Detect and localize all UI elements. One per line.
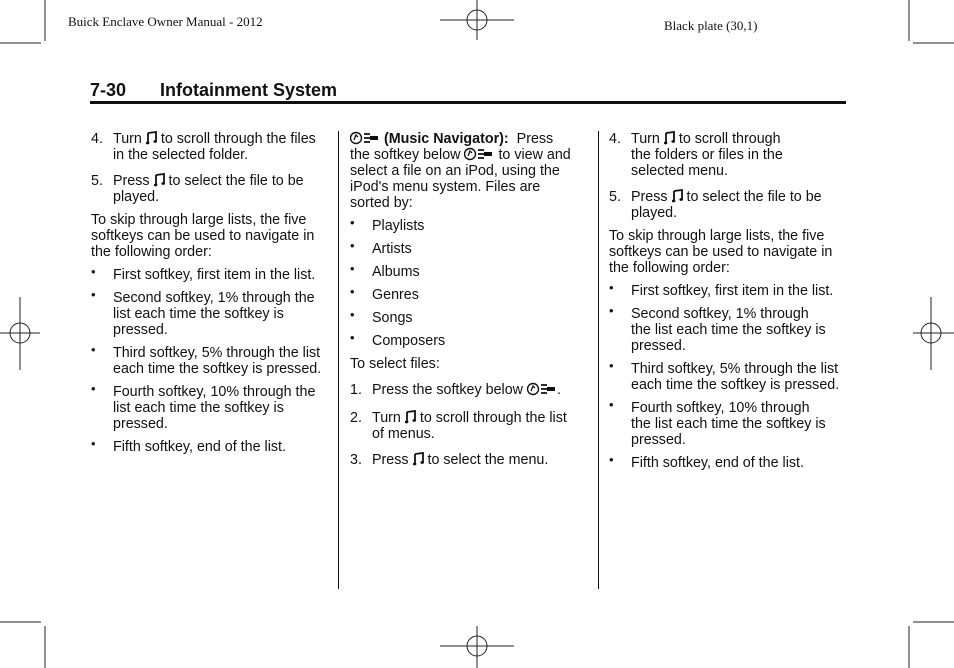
column-3 — [609, 131, 849, 471]
music-navigator-heading: (Music Navigator): Press — [350, 131, 590, 147]
bullet-item: • Fifth softkey, end of the list. — [609, 452, 804, 471]
bullet-item: • Genres — [350, 284, 419, 303]
music-note-icon — [405, 410, 416, 424]
bullet-item: • Third softkey, 5% through the list each time the softkey is pressed. — [609, 358, 840, 393]
bullet-item: • Second softkey, 1% through the list each time the softkey is pressed. — [91, 287, 315, 338]
bullet-item: • Third softkey, 5% through the list each time the softkey is pressed. — [91, 342, 322, 377]
bullet-item: • Playlists — [350, 215, 425, 234]
list-item: 5. Press to select the file to be played. — [609, 189, 822, 221]
music-note-icon — [664, 131, 675, 145]
bullet-item: • Composers — [350, 330, 446, 349]
manual-title: Buick Enclave Owner Manual - 2012 — [68, 14, 263, 29]
list-item: 5. Press to select the file to be played. — [91, 173, 304, 205]
music-navigator-icon — [464, 147, 494, 161]
section-title: Infotainment System — [160, 80, 338, 100]
bullet-item: • Fifth softkey, end of the list. — [91, 436, 286, 455]
music-note-icon — [154, 173, 165, 187]
bullet-item: • Fourth softkey, 10% through the list each time the softkey is pressed. — [609, 397, 826, 448]
music-navigator-icon — [350, 131, 380, 145]
music-note-icon — [413, 452, 424, 466]
bullet-item: • Fourth softkey, 10% through the list each time the softkey is pressed. — [91, 381, 316, 432]
intro-paragraph: To skip through large lists, the five softkeys can be used to navigate in the following order: — [91, 212, 315, 260]
bullet-item: • First softkey, first item in the list. — [91, 264, 316, 283]
music-navigator-icon — [527, 382, 557, 396]
list-item: 3. Press to select the menu. — [350, 452, 549, 468]
list-item: 1. Press the softkey below . — [350, 382, 561, 398]
music-note-icon — [672, 189, 683, 203]
column-divider — [338, 131, 339, 589]
column-divider — [598, 131, 599, 589]
list-item: 4. Turn to scroll through the folders or files in the selected menu. — [609, 131, 783, 179]
list-item: 2. Turn to scroll through the list of menus. — [350, 410, 567, 442]
page-number: 7-30 — [90, 80, 127, 100]
plate-label: Black plate (30,1) — [664, 18, 758, 33]
column-2 — [350, 131, 590, 468]
column-1 — [91, 131, 331, 455]
bullet-item: • First softkey, first item in the list. — [609, 280, 834, 299]
heading-rule — [90, 101, 846, 104]
music-note-icon — [146, 131, 157, 145]
bullet-item: • Albums — [350, 261, 420, 280]
section-heading — [90, 80, 846, 102]
bullet-item: • Songs — [350, 307, 413, 326]
bullet-item: • Second softkey, 1% through the list each time the softkey is pressed. — [609, 303, 826, 354]
bullet-item: • Artists — [350, 238, 412, 257]
list-item: 4. Turn to scroll through the files in the selected folder. — [91, 131, 316, 163]
navigator-paragraph: the softkey below to view and select a file on an iPod, using the iPod's menu system. Files are sorted by: — [350, 147, 571, 211]
intro-paragraph: To skip through large lists, the five softkeys can be used to navigate in the following order: — [609, 228, 833, 276]
to-select-label: To select files: — [350, 356, 440, 372]
